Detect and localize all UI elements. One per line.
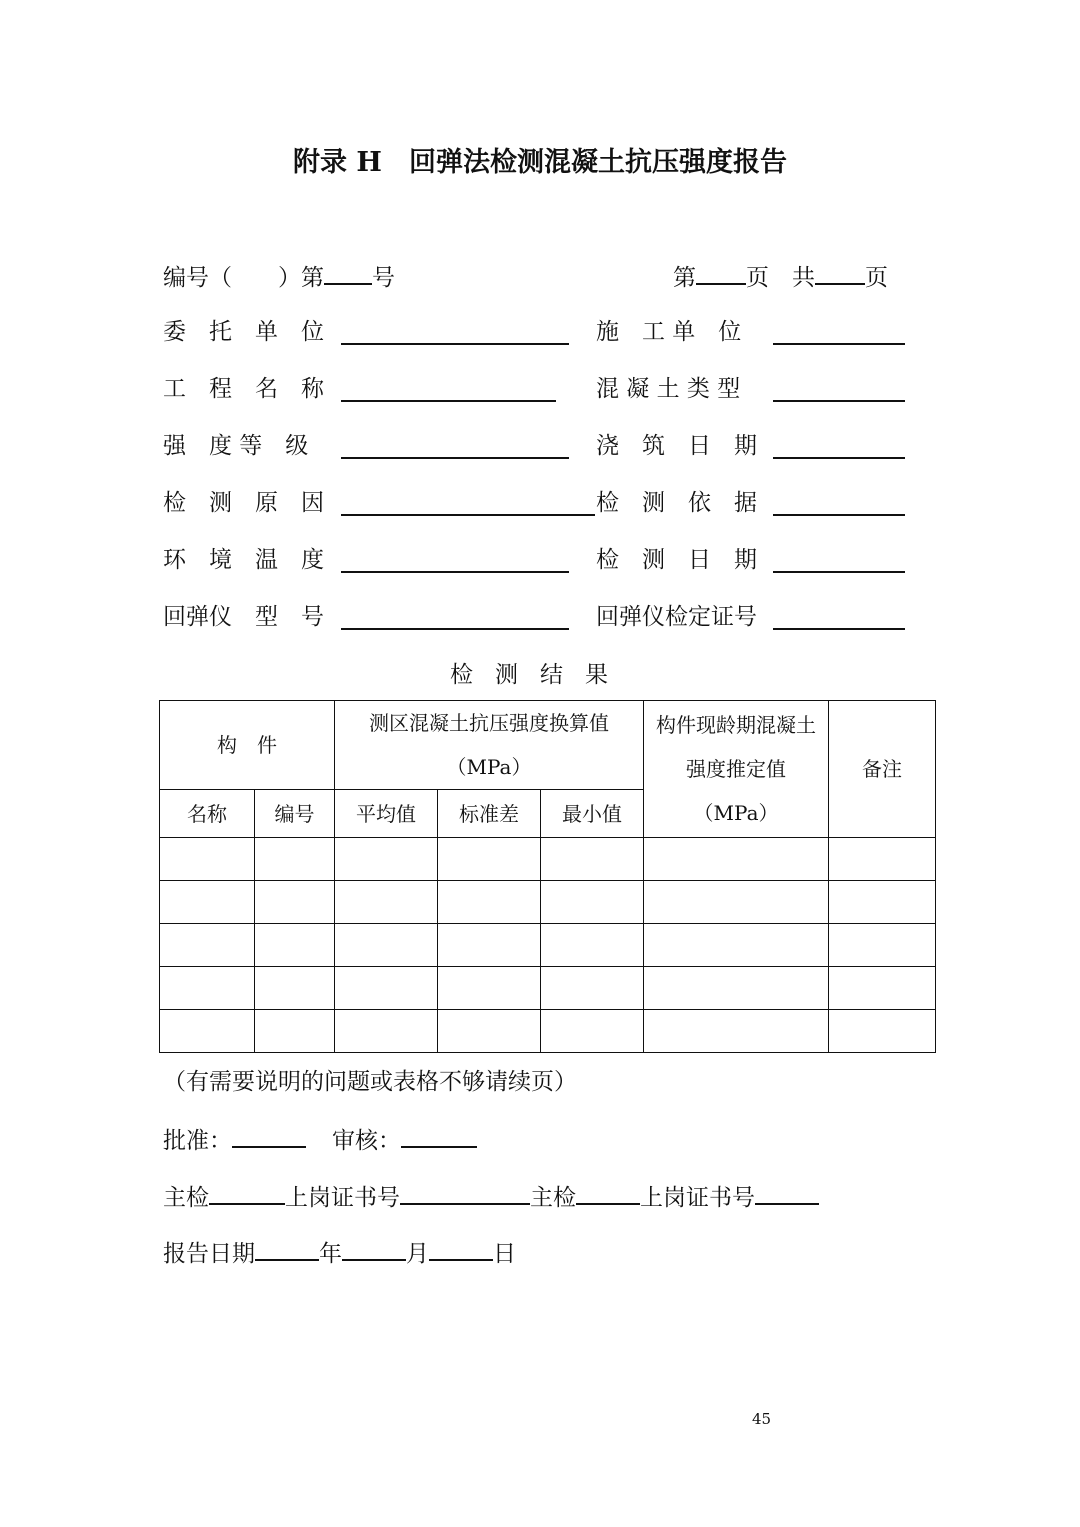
table-cell[interactable] [829,967,936,1010]
table-cell[interactable] [541,881,644,924]
field-label-reason: 检 测 原 因 [163,490,324,516]
section-title: 检测结果 [450,662,630,688]
inspector-blank-2[interactable] [576,1179,640,1205]
table-body [160,838,936,1053]
table-row [160,838,936,881]
table-row [160,967,936,1010]
header-strength-conversion [335,701,644,790]
table-cell[interactable] [541,1010,644,1053]
table-cell[interactable] [541,838,644,881]
inspector-blank-1[interactable] [209,1179,285,1205]
table-cell[interactable] [438,838,541,881]
note-text: （有需要说明的问题或表格不够请续页） [163,1069,577,1095]
field-label-client: 委 托 单 位 [163,319,324,345]
field-label-temperature: 环 境 温 度 [163,547,324,573]
table-cell[interactable] [160,967,255,1010]
field-input-constructor[interactable] [773,343,905,345]
field-input-reason[interactable] [341,514,595,516]
table-cell[interactable] [255,924,335,967]
field-input-test-date[interactable] [773,571,905,573]
field-input-concrete-type[interactable] [773,400,905,402]
table-cell[interactable] [541,967,644,1010]
cert-blank-1[interactable] [400,1179,530,1205]
year-label: 年 [319,1241,342,1267]
field-label-pour-date: 浇 筑 日 期 [596,433,757,459]
table-cell[interactable] [160,1010,255,1053]
report-number-prefix: 编号（ ）第 [163,265,324,291]
table-cell[interactable] [160,881,255,924]
inspector-line [163,1179,819,1214]
inspector-label-2: 主检 [530,1185,576,1211]
field-input-client[interactable] [341,343,569,345]
report-date-line [163,1235,516,1270]
header-strength-estimate [644,701,829,838]
cert-label-2: 上岗证书号 [640,1185,755,1211]
cert-blank-2[interactable] [755,1179,819,1205]
table-cell[interactable] [644,967,829,1010]
inspector-label-1: 主检 [163,1185,209,1211]
cert-label-1: 上岗证书号 [285,1185,400,1211]
report-date-label: 报告日期 [163,1241,255,1267]
table-cell[interactable] [160,924,255,967]
header-minimum: 最小值 [541,790,644,838]
day-label: 日 [493,1241,516,1267]
table-cell[interactable] [541,924,644,967]
table-cell[interactable] [335,924,438,967]
field-label-constructor: 施 工 单 位 [596,319,742,345]
page-total-blank[interactable] [815,259,865,285]
table-cell[interactable] [335,1010,438,1053]
results-table [159,700,936,1053]
header-std-dev: 标准差 [438,790,541,838]
approval-line [163,1122,477,1157]
field-label-test-date: 检 测 日 期 [596,547,757,573]
field-input-rebound-model[interactable] [341,628,569,630]
field-label-project: 工 程 名 称 [163,376,324,402]
page-mid: 页 共 [746,265,815,291]
header-strength-conversion-label: 测区混凝土抗压强度换算值 [369,711,609,735]
table-cell[interactable] [335,881,438,924]
field-label-calibration-no: 回弹仪检定证号 [596,604,757,630]
table-cell[interactable] [255,881,335,924]
page-title: 附录 H 回弹法检测混凝土抗压强度报告 [293,147,787,178]
field-label-basis: 检 测 依 据 [596,490,757,516]
table-cell[interactable] [829,881,936,924]
table-cell[interactable] [644,838,829,881]
approve-blank[interactable] [232,1122,306,1148]
field-label-grade: 强 度 等 级 [163,433,309,459]
field-input-grade[interactable] [341,457,569,459]
year-blank[interactable] [255,1235,319,1261]
header-remark: 备注 [829,701,936,838]
report-number-blank[interactable] [324,259,372,285]
month-blank[interactable] [342,1235,406,1261]
approve-label: 批准： [163,1128,232,1154]
table-cell[interactable] [255,1010,335,1053]
page-count [673,259,888,294]
report-number-suffix: 号 [372,265,395,291]
page-number: 45 [752,1410,772,1428]
field-label-rebound-model: 回弹仪 型 号 [163,604,324,630]
header-number: 编号 [255,790,335,838]
review-label: 审核： [332,1128,401,1154]
table-cell[interactable] [438,1010,541,1053]
field-input-calibration-no[interactable] [773,628,905,630]
page-prefix: 第 [673,265,696,291]
field-input-project[interactable] [341,400,556,402]
page-current-blank[interactable] [696,259,746,285]
header-estimate-line1: 构件现龄期混凝土 [656,713,817,737]
table-row [160,1010,936,1053]
table-cell[interactable] [335,838,438,881]
field-input-basis[interactable] [773,514,905,516]
header-component: 构 件 [160,701,335,790]
table-cell[interactable] [644,1010,829,1053]
table-cell[interactable] [829,838,936,881]
table-cell[interactable] [829,1010,936,1053]
day-blank[interactable] [429,1235,493,1261]
table-cell[interactable] [438,881,541,924]
field-label-concrete-type: 混 凝 土 类 型 [596,376,741,402]
table-row [160,924,936,967]
month-label: 月 [406,1241,429,1267]
table-cell[interactable] [438,967,541,1010]
page-suffix: 页 [865,265,888,291]
header-average: 平均值 [335,790,438,838]
table-cell[interactable] [255,967,335,1010]
table-row [160,881,936,924]
header-name: 名称 [160,790,255,838]
review-blank[interactable] [401,1122,477,1148]
field-input-temperature[interactable] [341,571,569,573]
header-estimate-unit: （MPa） [693,801,779,825]
table-cell[interactable] [438,924,541,967]
header-estimate-line2: 强度推定值 [686,757,787,781]
table-cell[interactable] [644,881,829,924]
header-strength-conversion-unit: （MPa） [446,755,532,779]
table-cell[interactable] [335,967,438,1010]
table-cell[interactable] [255,838,335,881]
report-number [163,259,395,294]
table-cell[interactable] [160,838,255,881]
field-input-pour-date[interactable] [773,457,905,459]
table-cell[interactable] [829,924,936,967]
table-cell[interactable] [644,924,829,967]
